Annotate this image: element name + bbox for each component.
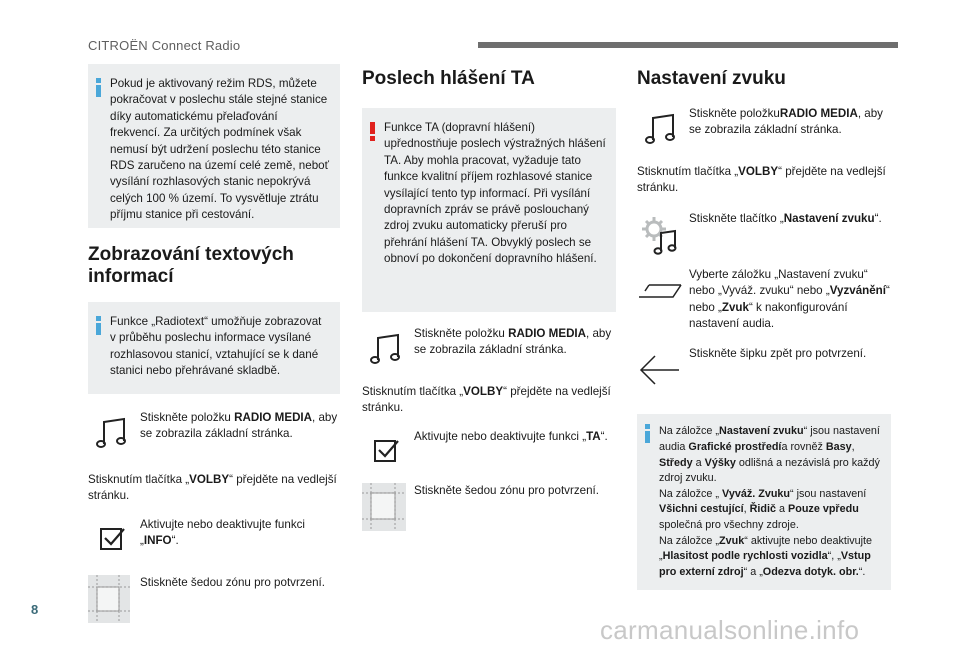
- step-text: “ přejděte na vedlejší stránku.: [637, 165, 886, 195]
- step-text: “.: [874, 211, 882, 225]
- ringtone-label: Vyzvánění: [829, 284, 886, 298]
- confirm-text: Stiskněte šedou zónu pro potvrzení.: [414, 483, 599, 497]
- note-bold: Basy: [825, 441, 852, 454]
- step-sound-settings: [637, 211, 891, 251]
- grey-zone-icon: [362, 483, 406, 531]
- step-text: Stisknutím tlačítka „: [362, 385, 464, 398]
- radio-media-label: RADIO MEDIA: [779, 107, 858, 120]
- back-arrow-icon: [637, 346, 687, 392]
- note-text: “ a „: [743, 565, 763, 578]
- step-text: Stisknutím tlačítka „: [637, 165, 739, 178]
- note-text: Na záložce „: [659, 534, 720, 547]
- ta-label: TA: [586, 429, 601, 443]
- rds-info-box: [88, 64, 340, 228]
- watermark: carmanualsonline.info: [600, 615, 860, 645]
- section-heading-text-info: Zobrazování textových informací: [88, 244, 294, 287]
- note-bold: Odezva dotyk. obr.: [762, 565, 859, 578]
- step-text: Stiskněte položku: [689, 107, 780, 120]
- step-text: Stisknutím tlačítka „: [88, 473, 190, 486]
- step-text: , aby se zobrazila základní stránka.: [140, 411, 338, 441]
- section-heading-ta: Poslech hlášení TA: [362, 68, 535, 89]
- sound-info-box: [637, 414, 891, 590]
- step-volby: [637, 164, 891, 197]
- confirm-text: Stiskněte šedou zónu pro potvrzení.: [140, 575, 325, 589]
- step-radio-media: [88, 410, 340, 450]
- step-text: “ přejděte na vedlejší stránku.: [88, 473, 337, 503]
- step-text: , aby se zobrazila základní stránka.: [414, 327, 612, 357]
- info-marker-icon: [645, 424, 650, 443]
- note-bold: Pouze vpředu: [788, 503, 859, 516]
- sound-settings-label: Nastavení zvuku: [783, 211, 875, 225]
- note-text: Na záložce „: [659, 425, 720, 438]
- note-bold: Středy: [659, 456, 693, 469]
- step-confirm: [362, 483, 616, 523]
- gear-music-icon: [637, 211, 687, 257]
- note-bold: Výšky: [704, 456, 736, 469]
- note-text: “ aktivujte nebo deaktivujte „: [659, 534, 873, 563]
- checkbox-icon: [362, 429, 412, 475]
- note-text: ,: [743, 503, 750, 516]
- sound-note: [659, 424, 881, 580]
- note-text: Na záložce „: [659, 487, 723, 500]
- step-volby: [88, 472, 340, 505]
- radiotext-note: Funkce „Radiotext“ umožňuje zobrazovat v průběhu poslechu informace vysílané rozhlasovou stanicí, vztahující se k dané stanici nebo přehrávané skladbě.: [110, 315, 322, 378]
- note-bold: Grafické prostředí: [688, 441, 782, 454]
- note-text: společná pro všechny zdroje.: [659, 519, 799, 531]
- note-text: a: [692, 456, 705, 469]
- music-note-icon: [362, 326, 412, 372]
- volby-label: VOLBY: [738, 165, 779, 178]
- note-bold: Řidič: [749, 503, 777, 516]
- step-text: “.: [171, 534, 179, 548]
- note-bold: Vyváž. Zvuku: [722, 487, 791, 500]
- page-number: 8: [31, 602, 39, 617]
- note-bold: Všichni cestující: [659, 503, 744, 516]
- info-marker-icon: [96, 78, 101, 97]
- step-text: Stiskněte položku: [414, 327, 509, 340]
- step-radio-media: [637, 106, 891, 146]
- note-text: a: [776, 503, 789, 516]
- note-text: “ jsou nastavení audia: [659, 425, 880, 454]
- step-text: “.: [600, 429, 608, 443]
- step-text: Stiskněte tlačítko „: [689, 211, 784, 225]
- column-3: [637, 64, 891, 590]
- back-text: Stiskněte šipku zpět pro potvrzení.: [689, 347, 867, 361]
- music-note-icon: [637, 106, 687, 152]
- note-text: “.: [858, 565, 866, 578]
- header-brand: CITROËN Connect Radio: [88, 38, 241, 53]
- tab-icon: [637, 267, 687, 313]
- step-radio-media: [362, 326, 616, 366]
- step-back: [637, 346, 891, 386]
- music-note-icon: [88, 410, 138, 456]
- step-info: [88, 517, 340, 557]
- step-text: Vyberte záložku „Nastavení zvuku“ nebo „Vyváž. zvuku“ nebo „: [689, 267, 868, 298]
- step-text: Aktivujte nebo deaktivujte funkci „: [140, 517, 305, 548]
- ta-warning-box: [362, 108, 616, 312]
- note-bold: Zvuk: [719, 534, 745, 547]
- info-label: INFO: [143, 534, 172, 548]
- volby-label: VOLBY: [463, 385, 504, 398]
- note-text: “, „: [827, 550, 841, 563]
- rds-note: Pokud je aktivovaný režim RDS, můžete pokračovat v poslechu stále stejné stanice díky automatickému přelaďování frekvencí. Za určitých podmínek však nemusí být udržení poslechu této stanice RDS zaručeno na území celé země, neboť vysílání rozhlasových stanic nepokrývá celých 100 % území. To vysvětluje ztrátu příjmu stanice při cestování.: [110, 77, 329, 222]
- step-text: “ nebo „: [689, 284, 890, 314]
- step-ta: [362, 429, 616, 469]
- note-text: “ jsou nastavení: [790, 487, 867, 500]
- radio-media-label: RADIO MEDIA: [508, 327, 587, 340]
- step-volby: [362, 384, 616, 417]
- header-bar: [478, 42, 898, 48]
- info-marker-icon: [96, 316, 101, 335]
- section-heading-sound: Nastavení zvuku: [637, 68, 786, 89]
- note-bold: Nastavení zvuku: [719, 425, 804, 438]
- sound-label: Zvuk: [721, 300, 749, 314]
- checkbox-icon: [88, 517, 138, 563]
- warning-marker-icon: [370, 122, 375, 141]
- step-confirm: [88, 575, 340, 615]
- grey-zone-icon: [88, 575, 130, 623]
- radiotext-info-box: [88, 302, 340, 394]
- radio-media-label: RADIO MEDIA: [234, 411, 313, 424]
- note-bold: Hlasitost podle rychlosti vozidla: [662, 550, 828, 563]
- note-text: odlišná a nezávislá pro každý zdroj zvuku.: [659, 456, 880, 485]
- step-text: Stiskněte položku: [140, 411, 235, 424]
- column-1: [88, 64, 340, 615]
- column-2: [362, 64, 616, 523]
- ta-note: Funkce TA (dopravní hlášení) upřednostňuje poslech výstražných hlášení TA. Aby mohla pracovat, vyžaduje tato funkce kvalitní příjem rozhlasové stanice vysílající tento typ informací. Při vysílání dopravních zpráv se právě poslouchaný zdroj zvuku automaticky přeruší pro přehrání hlášení TA. Obvyklý poslech se obnoví po dokončení dopravního hlášení.: [384, 121, 606, 266]
- step-text: Aktivujte nebo deaktivujte funkci „: [414, 429, 587, 443]
- step-text: “ k nakonfigurování nastavení audia.: [689, 300, 848, 331]
- note-text: a rovněž: [781, 441, 826, 454]
- note-text: ,: [851, 441, 855, 454]
- note-bold: Vstup pro externí zdroj: [659, 550, 871, 578]
- step-select-tab: [637, 267, 891, 333]
- step-text: , aby se zobrazila základní stránka.: [689, 107, 883, 137]
- volby-label: VOLBY: [189, 473, 230, 486]
- step-text: “ přejděte na vedlejší stránku.: [362, 385, 611, 415]
